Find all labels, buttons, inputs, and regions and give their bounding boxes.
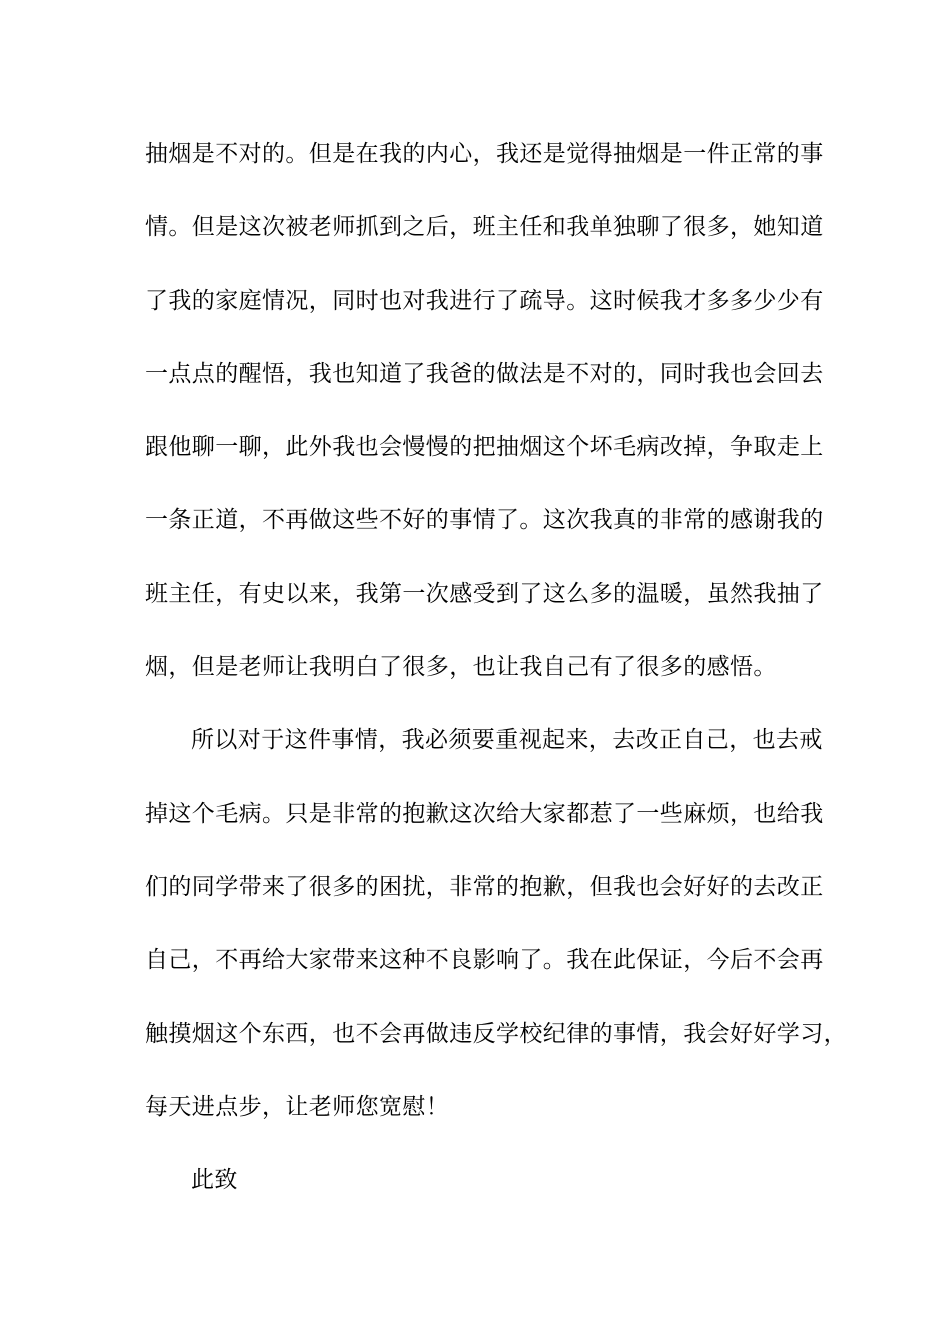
document-body <box>145 134 847 1233</box>
closing-salutation: 此致 <box>191 1167 238 1194</box>
text-line: 班主任，有史以来，我第一次感受到了这么多的温暖，虽然我抽了 <box>145 580 824 607</box>
text-line: 触摸烟这个东西，也不会再做违反学校纪律的事情，我会好好学习， <box>145 1020 847 1047</box>
text-line: 一点点的醒悟，我也知道了我爸的做法是不对的，同时我也会回去 <box>145 360 824 387</box>
paragraph-start-line: 所以对于这件事情，我必须要重视起来，去改正自己，也去戒 <box>191 727 823 754</box>
text-line: 一条正道，不再做这些不好的事情了。这次我真的非常的感谢我的 <box>145 507 824 534</box>
text-line: 们的同学带来了很多的困扰，非常的抱歉，但我也会好好的去改正 <box>145 873 824 900</box>
text-line: 跟他聊一聊，此外我也会慢慢的把抽烟这个坏毛病改掉，争取走上 <box>145 434 824 461</box>
text-line: 了我的家庭情况，同时也对我进行了疏导。这时候我才多多少少有 <box>145 287 824 314</box>
text-line: 自己，不再给大家带来这种不良影响了。我在此保证，今后不会再 <box>145 947 824 974</box>
text-line: 抽烟是不对的。但是在我的内心，我还是觉得抽烟是一件正常的事 <box>145 141 824 167</box>
text-line: 掉这个毛病。只是非常的抱歉这次给大家都惹了一些麻烦，也给我 <box>145 800 824 827</box>
text-line: 情。但是这次被老师抓到之后，班主任和我单独聊了很多，她知道 <box>145 214 824 241</box>
text-line: 烟，但是老师让我明白了很多，也让我自己有了很多的感悟。 <box>145 654 777 681</box>
text-line: 每天进点步，让老师您宽慰！ <box>145 1093 450 1120</box>
